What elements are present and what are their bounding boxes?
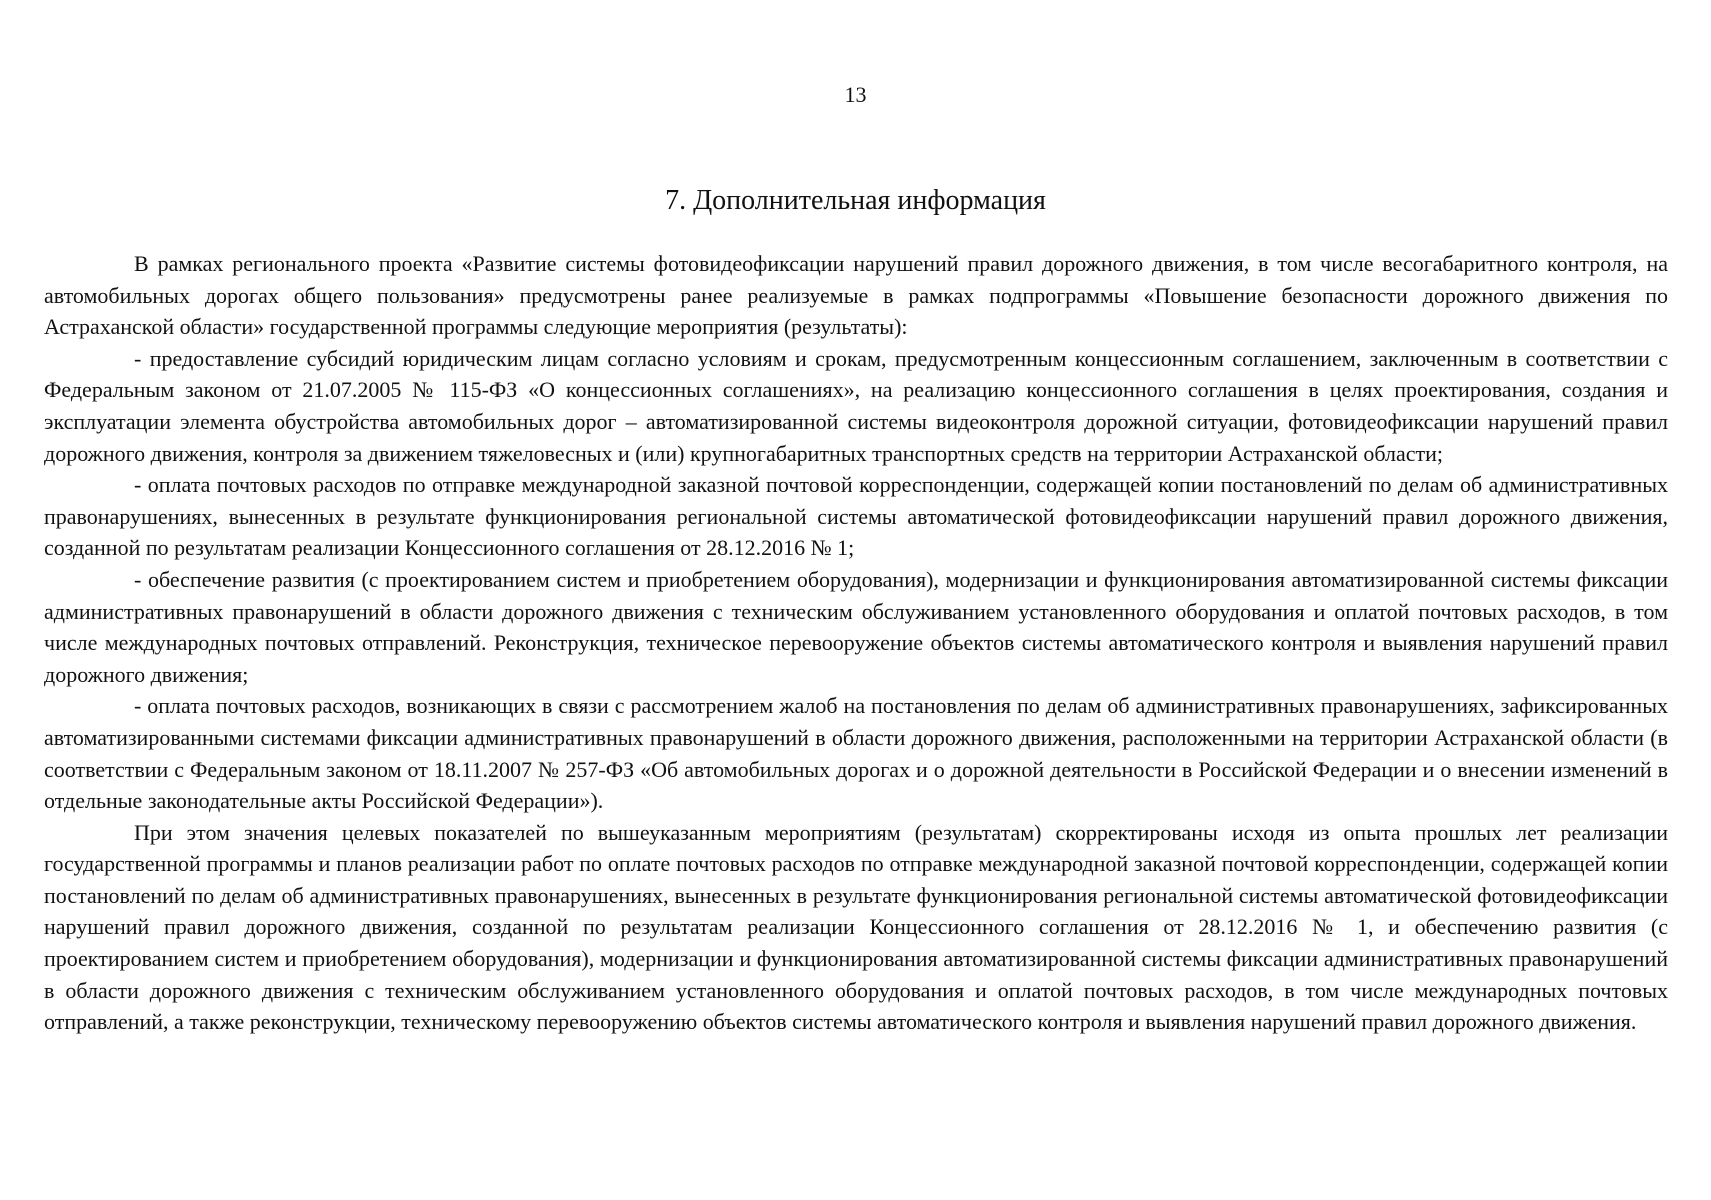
list-item-subsidies: - предоставление субсидий юридическим лицам согласно условиям и срокам, предусмотренным концессионным соглашением, заключенным в соответствии с Федеральным законом от 21.07.2005 № 115-ФЗ «О концессионных соглашениях», на реализацию концессионного соглашения в целях проектирования, создания и эксплуатации элемента обустройства автомобильных дорог – автоматизированной системы видеоконтроля дорожной ситуации, фотовидеофиксации нарушений правил дорожного движения, контроля за движением тяжеловесных и (или) крупногабаритных транспортных средств на территории Астраханской области; xyxy=(44,345,1668,466)
page-number: 13 xyxy=(844,82,867,107)
document-body xyxy=(44,248,1668,1038)
closing-paragraph: При этом значения целевых показателей по вышеуказанным мероприятиям (результатам) скорректированы исходя из опыта прошлых лет реализации государственной программы и планов реализации работ по оплате почтовых расходов по отправке международной заказной почтовой корреспонденции, содержащей копии постановлений по делам об административных правонарушениях, вынесенных в результате функционирования региональной системы автоматической фотовидеофиксации нарушений правил дорожного движения, созданной по результатам реализации Концессионного соглашения от 28.12.2016 № 1, и обеспечению развития (с проектированием систем и приобретением оборудования), модернизации и функционирования автоматизированной системы фиксации административных правонарушений в области дорожного движения с техническим обслуживанием установленного оборудования и оплатой почтовых расходов, в том числе международных почтовых отправлений, а также реконструкции, техническому перевооружению объектов системы автоматического контроля и выявления нарушений правил дорожного движения. xyxy=(44,819,1668,1035)
intro-paragraph: В рамках регионального проекта «Развитие системы фотовидеофиксации нарушений правил дорожного движения, в том числе весогабаритного контроля, на автомобильных дорогах общего пользования» предусмотрены ранее реализуемые в рамках подпрограммы «Повышение безопасности дорожного движения по Астраханской области» государственной программы следующие мероприятия (результаты): xyxy=(44,251,1668,340)
section-title: 7. Дополнительная информация xyxy=(665,185,1046,216)
list-item-international-postage: - оплата почтовых расходов по отправке международной заказной почтовой корреспонденции, содержащей копии постановлений по делам об административных правонарушениях, вынесенных в результате функционирования региональной системы автоматической фотовидеофиксации нарушений правил дорожного движения, созданной по результатам реализации Концессионного соглашения от 28.12.2016 № 1; xyxy=(44,472,1668,561)
list-item-complaint-postage: - оплата почтовых расходов, возникающих в связи с рассмотрением жалоб на постановления по делам об административных правонарушениях, зафиксированных автоматизированными системами фиксации административных правонарушений в области дорожного движения, расположенными на территории Астраханской области (в соответствии с Федеральным законом от 18.11.2007 № 257-ФЗ «Об автомобильных дорогах и о дорожной деятельности в Российской Федерации и о внесении изменений в отдельные законодательные акты Российской Федерации»). xyxy=(44,693,1668,814)
list-item-system-development: - обеспечение развития (с проектированием систем и приобретением оборудования), модернизации и функционирования автоматизированной системы фиксации административных правонарушений в области дорожного движения с техническим обслуживанием установленного оборудования и оплатой почтовых расходов, в том числе международных почтовых отправлений. Реконструкция, техническое перевооружение объектов системы автоматического контроля и выявления нарушений правил дорожного движения; xyxy=(44,566,1668,687)
